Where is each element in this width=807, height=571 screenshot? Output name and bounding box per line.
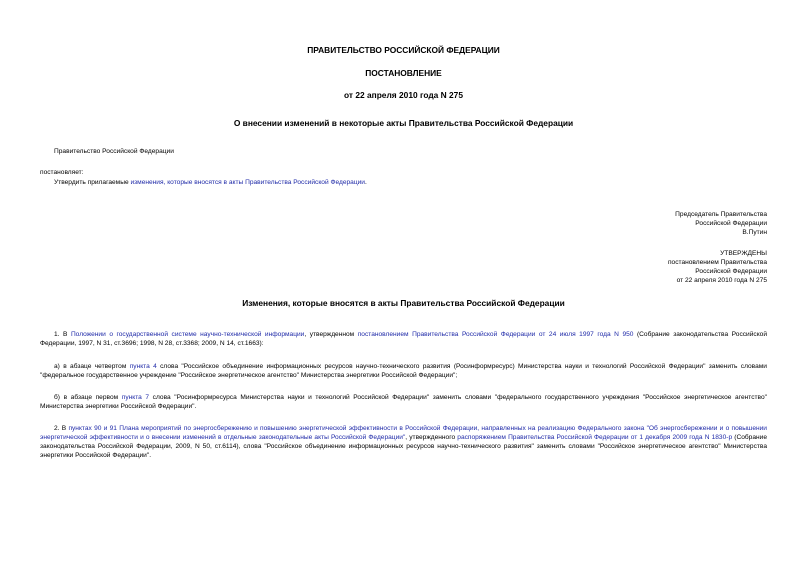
p2-text-1: 2. В <box>54 425 69 432</box>
approved-label: УТВЕРЖДЕНЫ <box>720 250 767 257</box>
paragraph-b <box>40 393 767 411</box>
signature-name: В.Путин <box>742 229 767 236</box>
approve-end: . <box>364 179 367 186</box>
approve-text: Утвердить прилагаемые <box>54 179 131 186</box>
pb-text-1: б) в абзаце первом <box>54 394 122 401</box>
approved-country: Российской Федерации <box>695 268 767 275</box>
approved-date: от 22 апреля 2010 года N 275 <box>676 277 767 284</box>
pa-text-1: а) в абзаце четвертом <box>54 363 130 370</box>
p1-text-2: , утвержденном <box>304 331 358 338</box>
paragraph-1 <box>40 330 767 348</box>
p2-text-3: (Собрание законодательства Российской Федерации, 2009, N 50, ст.6114), слова "Российское объединение информационных ресурсов научно-технического развития" заменить словами "Российское энергетическое агентство" Министерства энергетики Российской Федерации". <box>40 434 768 459</box>
resolution-950-link[interactable]: постановлением Правительства Российской Федерации от 24 июля 1997 года N 950 <box>357 331 634 338</box>
order-1830-link[interactable]: распоряжением Правительства Российской Федерации от 1 декабря 2009 года N 1830-р <box>457 434 733 441</box>
signature-block <box>675 210 767 237</box>
pb-text-2: слова "Росинформресурса Министерства науки и технологий Российской Федерации" заменить словами "федерального государственного учреждения "Российское энергетическое агентство" Министерства энергетики Российской Федерации". <box>40 394 767 410</box>
p1-text-1: 1. В <box>54 331 71 338</box>
item-4-link[interactable]: пункта 4 <box>129 363 157 370</box>
approve-paragraph <box>54 178 367 187</box>
pa-text-2: слова "Российское объединение информационных ресурсов научно-технического развития (Росинформресурс) Министерства науки и технологий Российской Федерации" заменить словами "федеральное государственное учреждение "Российское энергетическое агентство" Министерства энергетики Российской Федерации"; <box>40 363 767 379</box>
approved-block <box>668 249 767 285</box>
approved-by: постановлением Правительства <box>667 259 767 266</box>
p1-text-3: (Собрание законодательства Российской Федерации, 1997, N 31, ст.3696; 1998, N 28, ст.3368; 2009, N 14, ст.1663): <box>40 331 768 347</box>
issuer-text: Правительство Российской Федерации <box>54 148 174 155</box>
regulation-link[interactable]: Положении о государственной системе научно-технической информации <box>70 331 305 338</box>
changes-link[interactable]: изменения, которые вносятся в акты Правительства Российской Федерации <box>130 179 365 186</box>
document-date-number: от 22 апреля 2010 года N 275 <box>344 90 463 100</box>
signature-country: Российской Федерации <box>695 220 767 227</box>
item-7-link[interactable]: пункта 7 <box>121 394 150 401</box>
signature-position: Председатель Правительства <box>675 211 767 218</box>
government-heading: ПРАВИТЕЛЬСТВО РОССИЙСКОЙ ФЕДЕРАЦИИ <box>307 45 500 55</box>
paragraph-2 <box>40 424 767 460</box>
paragraph-a <box>40 362 767 380</box>
document-title: О внесении изменений в некоторые акты Правительства Российской Федерации <box>233 118 574 128</box>
plan-items-link[interactable]: пунктах 90 и 91 Плана мероприятий по энергосбережению и повышению энергетической эффективности в Российской Федерации, направленных на реализацию Федерального закона "Об энергосбережении и о повышении энергетической эффективности и о внесении изменений в отдельные законодательные акты Российской Федерации" <box>40 425 767 441</box>
decides-text: постановляет: <box>40 169 84 176</box>
changes-title: Изменения, которые вносятся в акты Правительства Российской Федерации <box>242 298 565 308</box>
p2-text-2: , утвержденного <box>405 434 458 441</box>
document-type: ПОСТАНОВЛЕНИЕ <box>365 68 442 78</box>
